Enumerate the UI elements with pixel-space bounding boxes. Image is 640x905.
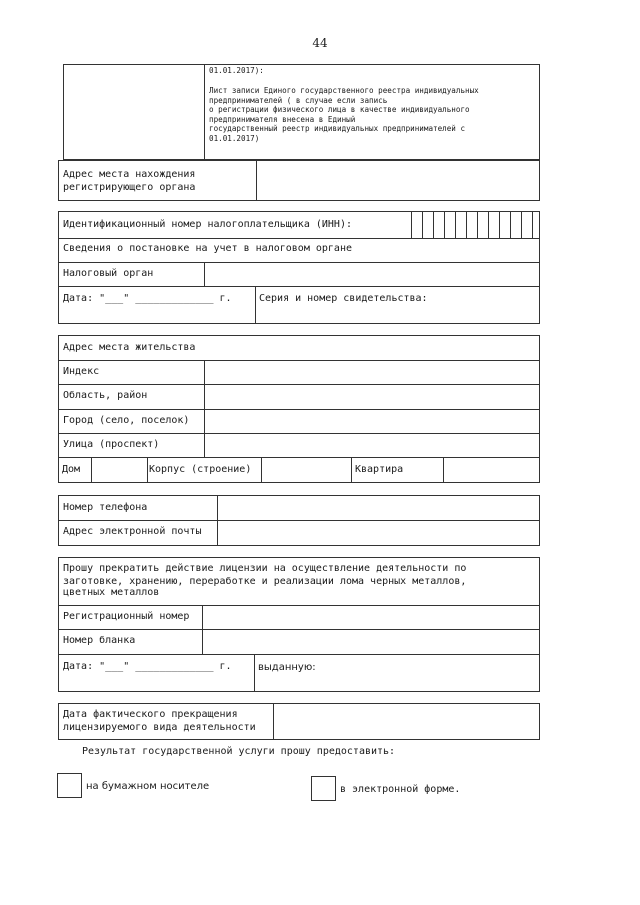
inn-digit-cells[interactable] <box>411 212 539 238</box>
egrip-note-line3: Лист записи Единого государственного реестра индивидуальных <box>209 86 479 95</box>
blank-number-label: Номер бланка <box>63 635 136 646</box>
region-field[interactable] <box>205 385 539 409</box>
egrip-note-line1: 01.01.2017): <box>209 66 264 75</box>
index-field[interactable] <box>205 361 539 384</box>
city-field[interactable] <box>205 410 539 433</box>
inn-label: Идентификационный номер налогоплательщика (ИНН): <box>63 219 352 230</box>
house-field[interactable] <box>92 458 147 483</box>
street-field[interactable] <box>205 434 539 457</box>
paper-label: на бумажном носителе <box>86 781 210 792</box>
residence-title: Адрес места жительства <box>63 342 196 353</box>
license-request-line3: цветных металлов <box>63 587 160 598</box>
certificate-label: Серия и номер свидетельства: <box>259 293 428 304</box>
city-label: Город (село, поселок) <box>63 415 190 426</box>
termination-table <box>58 703 540 740</box>
egrip-note-line4: предпринимателей ( в случае если запись <box>209 96 388 105</box>
egrip-note-line7: государственный реестр индивидуальных предпринимателей с <box>209 124 466 133</box>
license-request-line1: Прошу прекратить действие лицензии на осуществление деятельности по <box>63 563 467 574</box>
contacts-table <box>58 495 540 546</box>
residence-table <box>58 335 540 483</box>
index-label: Индекс <box>63 366 100 377</box>
apartment-label: Квартира <box>355 464 404 475</box>
paper-checkbox[interactable] <box>57 773 82 798</box>
registrar-address-table <box>58 160 540 201</box>
region-label: Область, район <box>63 390 148 401</box>
electronic-checkbox[interactable] <box>311 776 336 801</box>
phone-label: Номер телефона <box>63 502 148 513</box>
termination-label-2: лицензируемого вида деятельности <box>63 722 256 733</box>
building-field[interactable] <box>262 458 351 483</box>
registrar-address-label-2: регистрирующего органа <box>63 182 196 193</box>
electronic-label: в электронной форме. <box>340 784 461 795</box>
reg-number-field[interactable] <box>203 606 539 629</box>
tax-table <box>58 211 540 324</box>
tax-authority-label: Налоговый орган <box>63 268 154 279</box>
egrip-note-line5: о регистрации физического лица в качестве индивидуального <box>209 105 470 114</box>
license-request-line2: заготовке, хранению, переработке и реализации лома черных металлов, <box>63 576 467 587</box>
email-label: Адрес электронной почты <box>63 526 202 537</box>
issued-label: выданную: <box>258 662 316 673</box>
termination-date-field[interactable] <box>274 704 539 739</box>
apartment-field[interactable] <box>444 458 539 483</box>
email-field[interactable] <box>218 521 539 545</box>
building-label: Корпус (строение) <box>149 464 252 475</box>
result-prompt: Результат государственной услуги прошу предоставить: <box>82 746 396 757</box>
reg-number-label: Регистрационный номер <box>63 611 190 622</box>
license-table <box>58 557 540 692</box>
page-number: 44 <box>312 36 328 50</box>
street-label: Улица (проспект) <box>63 439 160 450</box>
tax-registration-label: Сведения о постановке на учет в налоговом органе <box>63 243 352 254</box>
house-label: Дом <box>62 464 81 475</box>
termination-label-1: Дата фактического прекращения <box>63 709 238 720</box>
blank-number-field[interactable] <box>203 630 539 654</box>
tax-authority-field[interactable] <box>205 263 539 286</box>
registrar-address-field[interactable] <box>257 161 539 200</box>
egrip-note-line6: предпринимателя внесена в Единый <box>209 115 356 124</box>
egrip-record-table <box>63 64 540 160</box>
egrip-note-line8: 01.01.2017) <box>209 134 260 143</box>
tax-date-label[interactable]: Дата: "___" _____________ г. <box>63 293 232 304</box>
phone-field[interactable] <box>218 496 539 520</box>
license-date-label[interactable]: Дата: "___" _____________ г. <box>63 661 232 672</box>
registrar-address-label-1: Адрес места нахождения <box>63 169 196 180</box>
